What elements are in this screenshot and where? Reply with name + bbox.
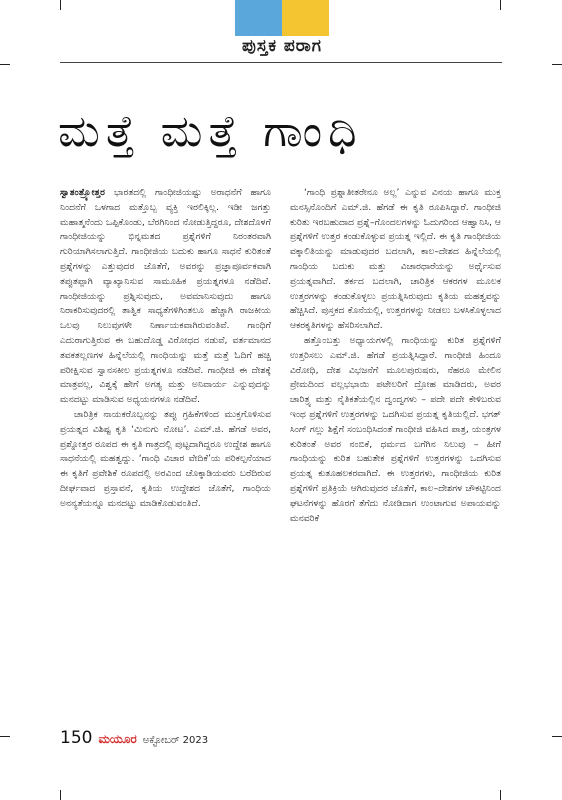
- crop-mark: [500, 0, 501, 10]
- page-footer: [60, 728, 208, 750]
- crop-mark: [500, 790, 501, 800]
- crop-mark: [552, 736, 562, 737]
- crop-mark: [0, 736, 10, 737]
- paragraph-text: ಭಾರತದಲ್ಲಿ ಗಾಂಧೀಜಿಯಷ್ಟು ಅರಾಧನೆಗೆ ಹಾಗೂ ನಿಂದನೆಗೆ ಒಳಗಾದ ಮತ್ತೊಬ್ಬ ವ್ಯಕ್ತಿ ಇರಲಿಕ್ಕಿಲ್ಲ. ಇಡೀ ಜಗತ್ತು ಮಹಾತ್ಮನೆಂದು ಒಪ್ಪಿಕೊಂಡು, ಬೆರಗಿನಿಂದ ನೋಡುತ್ತಿದ್ದರೂ, ದೇಶದೊಳಗೆ ಗಾಂಧೀಜಿಯನ್ನು ಭಿನ್ನಮತದ ಪ್ರಶ್ನೆಗಳಿಗೆ ನಿರಂತರವಾಗಿ ಗುರಿಯಾಗಿಸಲಾಗುತ್ತಿದೆ. ಗಾಂಧೀಜಿಯ ಬದುಕು ಹಾಗೂ ಸಾಧನೆ ಕುರಿತಂತೆ ಪ್ರಶ್ನೆಗಳನ್ನು ಎತ್ತುವುದರ ಜೊತೆಗೆ, ಅವರನ್ನು ಪ್ರಜ್ಞಾಪೂರ್ವಕವಾಗಿ ತಪ್ಪುತಪ್ಪಾಗಿ ವ್ಯಾಖ್ಯಾನಿಸುವ ಸಾಮೂಹಿಕ ಪ್ರಯತ್ನಗಳೂ ನಡೆದಿವೆ. ಗಾಂಧೀಜಿಯನ್ನು ಪ್ರಶ್ನಿಸುವುದು, ಅವಮಾನಿಸುವುದು ಹಾಗೂ ನಿರಾಕರಿಸುವುದರಲ್ಲಿ ತಾತ್ವಿಕ ಸಾಧ್ಯತೆಗಳಿಗಿಂತಲೂ ಹೆಚ್ಚಾಗಿ ರಾಜಕೀಯ ಒಲವು ನಿಲುವುಗಳೇ ನಿರ್ಣಾಯಕವಾಗಿರುವಂತಿವೆ. ಗಾಂಧಿಗೆ ಎದುರಾಗುತ್ತಿರುವ ಈ ಬಹುದೊಡ್ಡ ವಿರೋಧದ ನಡುವೆ, ವರ್ತಮಾನದ ತವಕತಲ್ಲಣಗಳ ಹಿನ್ನೆಲೆಯಲ್ಲಿ ಗಾಂಧಿಯನ್ನು ಮತ್ತೆ ಮತ್ತೆ ಓದಿಗೆ ಹಚ್ಚಿ ಪರೀಕ್ಷಿಸುವ ಸ್ವಾನಸಕೀಲ ಪ್ರಯತ್ನಗಳೂ ನಡೆದಿವೆ. ಗಾಂಧೀಜಿ ಈ ದೇಶಕ್ಕೆ ಮಾತ್ರವಲ್ಲ, ವಿಶ್ವಕ್ಕೆ ಹೇಗೆ ಅಗತ್ಯ ಮತ್ತು ಅನಿವಾರ್ಯ ಎನ್ನುವುದನ್ನು ಮನದಟ್ಟು ಮಾಡಿಸುವ ಅಧ್ಯಯನಗಳೂ ನಡೆದಿವೆ.: [60, 187, 271, 406]
- paragraph: ಚಾರಿತ್ರಿಕ ನಾಯಕರೊಬ್ಬನನ್ನು ತಪ್ಪು ಗ್ರಹಿಕೆಗಳಿಂದ ಮುಕ್ತಗೊಳಿಸುವ ಪ್ರಯತ್ನದ ವಿಶಿಷ್ಟ ಕೃತಿ ‘ಮಿನುಗು ನೋಟ’. ಎಮ್.ಜಿ. ಹೆಗಡೆ ಅವರ, ಪ್ರಶ್ನೋತ್ತರ ರೂಪದ ಈ ಕೃತಿ ಗಾತ್ರದಲ್ಲಿ ಪುಟ್ಟದಾಗಿದ್ದರೂ ಉದ್ದೇಶ ಹಾಗೂ ಸಾಧನೆಯಲ್ಲಿ ಮಹತ್ವದ್ದು. ‘ಗಾಂಧಿ ವಿಚಾರ ವೇದಿಕೆ’ಯ ಪರಿಕಲ್ಪನೆಯಾದ ಈ ಕೃತಿಗೆ ಪ್ರವೇಶಿಕೆ ರೂಪದಲ್ಲಿ ಅರವಿಂದ ಚೊಕ್ಕಾಡಿಯವರು ಬರೆದಿರುವ ದೀರ್ಘವಾದ ಪ್ರಸ್ತಾವನೆ, ಕೃತಿಯ ಉದ್ದೇಶದ ಜೊತೆಗೆ, ಗಾಂಧಿಯ ಅನನ್ಯತೆಯನ್ನೂ ಮನದಟ್ಟು ಮಾಡಿಕೊಡುವಂತಿದೆ.: [60, 408, 271, 509]
- header-accent-yellow: [282, 0, 329, 36]
- section-label: ಪುಸ್ತಕ ಪರಾಗ: [242, 36, 322, 56]
- lead-word: ಸ್ವಾತಂತ್ರ್ಯೋತ್ತರ: [60, 187, 105, 198]
- crop-mark: [60, 790, 61, 800]
- issue-date: ಅಕ್ಟೋಬರ್ 2023: [142, 735, 209, 746]
- page-number: 150: [60, 728, 93, 748]
- header-accent-blue: [235, 0, 282, 36]
- paragraph: ಹತ್ತೊಂಬತ್ತು ಅಧ್ಯಾಯಗಳಲ್ಲಿ ಗಾಂಧಿಯನ್ನು ಕುರಿತ ಪ್ರಶ್ನೆಗಳಿಗೆ ಉತ್ತರಿಸಲು ಎಮ್.ಜಿ. ಹೆಗಡೆ ಪ್ರಯತ್ನಿಸಿದ್ದಾರೆ. ಗಾಂಧೀಜಿ ಹಿಂದೂ ವಿರೋಧಿ, ದೇಶ ವಿಭಜನೆಗೆ ಮೂಲಪುರುಷರು, ನೆಹರೂ ಮೇಲಿನ ಪ್ರೇಮದಿಂದ ವಲ್ಲಭಭಾಯಿ ಪಟೇಲರಿಗೆ ದ್ರೋಹ ಮಾಡಿದರು, ಅವರ ಚಾರಿತ್ರ್ಯ ಮತ್ತು ನೈತಿಕತೆಯಲ್ಲಿನ ದ್ವಂದ್ವಗಳು – ಪದೇ ಪದೇ ಕೇಳಿಬರುವ ಇಂಥ ಪ್ರಶ್ನೆಗಳಿಗೆ ಉತ್ತರಗಳನ್ನು ಒದಗಿಸುವ ಪ್ರಯತ್ನ ಕೃತಿಯಲ್ಲಿದೆ. ಭಗತ್ ಸಿಂಗ್ ಗಲ್ಲು ಶಿಕ್ಷೆಗೆ ಸಂಬಂಧಿಸಿದಂತೆ ಗಾಂಧೀಜಿ ವಹಿಸಿದ ಪಾತ್ರ, ಯಂತ್ರಗಳ ಕುರಿತಂತೆ ಅವರ ನಂಬಿಕೆ, ಧರ್ಮದ ಬಗೆಗಿನ ನಿಲುವು – ಹೀಗೆ ಗಾಂಧಿಯನ್ನು ಕುರಿತ ಬಹುತೇಕ ಪ್ರಶ್ನೆಗಳಿಗೆ ಉತ್ತರಗಳನ್ನು ಒದಗಿಸುವ ಪ್ರಯತ್ನ ಕುತೂಹಲಕರವಾಗಿದೆ. ಈ ಉತ್ತರಗಳು, ಗಾಂಧೀಜಿಯ ಕುರಿತ ಪ್ರಶ್ನೆಗಳಿಗೆ ಪ್ರತಿಕ್ರಿಯೆ ಆಗಿರುವುದರ ಜೊತೆಗೆ, ಕಾಲ–ದೇಶಗಳ ಚೌಕಟ್ಟಿನಿಂದ ಘಟನೆಗಳನ್ನು ಹೊರಗೆ ತೆಗೆದು ನೋಡಿದಾಗ ಉಂಟಾಗುವ ಅಪಾಯವನ್ನು ಮನವರಿಕೆ: [290, 334, 501, 524]
- crop-mark: [552, 64, 562, 65]
- paragraph: [60, 186, 271, 408]
- paragraph: ‘ಗಾಂಧಿ ಪ್ರಶ್ನಾತೀತರೇನೂ ಅಲ್ಲ’ ಎನ್ನುವ ವಿನಯ ಹಾಗೂ ಮುಕ್ತ ಮನಸ್ಸಿನೊಂದಿಗೆ ಎಮ್.ಜಿ. ಹೆಗಡೆ ಈ ಕೃತಿ ರೂಪಿಸಿದ್ದಾರೆ. ಗಾಂಧೀಜಿ ಕುರಿತು ಇರಬಹುದಾದ ಪ್ರಶ್ನೆ–ಗೊಂದಲಗಳನ್ನು ಓದುಗರಿಂದ ಆಹ್ವಾನಿಸಿ, ಆ ಪ್ರಶ್ನೆಗಳಿಗೆ ಉತ್ತರ ಕಂಡುಕೊಳ್ಳುವ ಪ್ರಯತ್ನ ಇಲ್ಲಿದೆ. ಈ ಕೃತಿ ಗಾಂಧೀಜಿಯ ವಕ್ಕಾಲಿತಿಯನ್ನು ಮಾಡುವುದರ ಬದಲಾಗಿ, ಕಾಲ–ದೇಶದ ಹಿನ್ನೆಲೆಯಲ್ಲಿ ಗಾಂಧಿಯ ಬದುಕು ಮತ್ತು ವಿಚಾರಧಾರೆಯನ್ನು ಅರ್ಥೈಸುವ ಪ್ರಯತ್ನವಾಗಿದೆ. ತರ್ಕದ ಬದಲಾಗಿ, ಚಾರಿತ್ರಿಕ ಆಕರಗಳ ಮೂಲಕ ಉತ್ತರಗಳನ್ನು ಕಂಡುಕೊಳ್ಳಲು ಪ್ರಯತ್ನಿಸಿರುವುದು ಕೃತಿಯ ಮಹತ್ವವನ್ನು ಹೆಚ್ಚಿಸಿದೆ. ಪುಸ್ತಕದ ಕೊನೆಯಲ್ಲಿ, ಉತ್ತರಗಳನ್ನು ನೀಡಲು ಬಳಸಿಕೊಳ್ಳಲಾದ ಆಕರಕೃತಿಗಳನ್ನು ಹೆಸರಿಸಲಾಗಿದೆ.: [290, 187, 501, 332]
- article-title: ಮತ್ತೆ ಮತ್ತೆ ಗಾಂಧಿ: [58, 106, 363, 157]
- magazine-name: ಮಯೂರ: [98, 732, 137, 746]
- header-divider: [60, 62, 502, 63]
- crop-mark: [0, 64, 10, 65]
- crop-mark: [60, 0, 61, 10]
- article-column-right: [290, 186, 501, 718]
- article-column-left: [60, 186, 271, 718]
